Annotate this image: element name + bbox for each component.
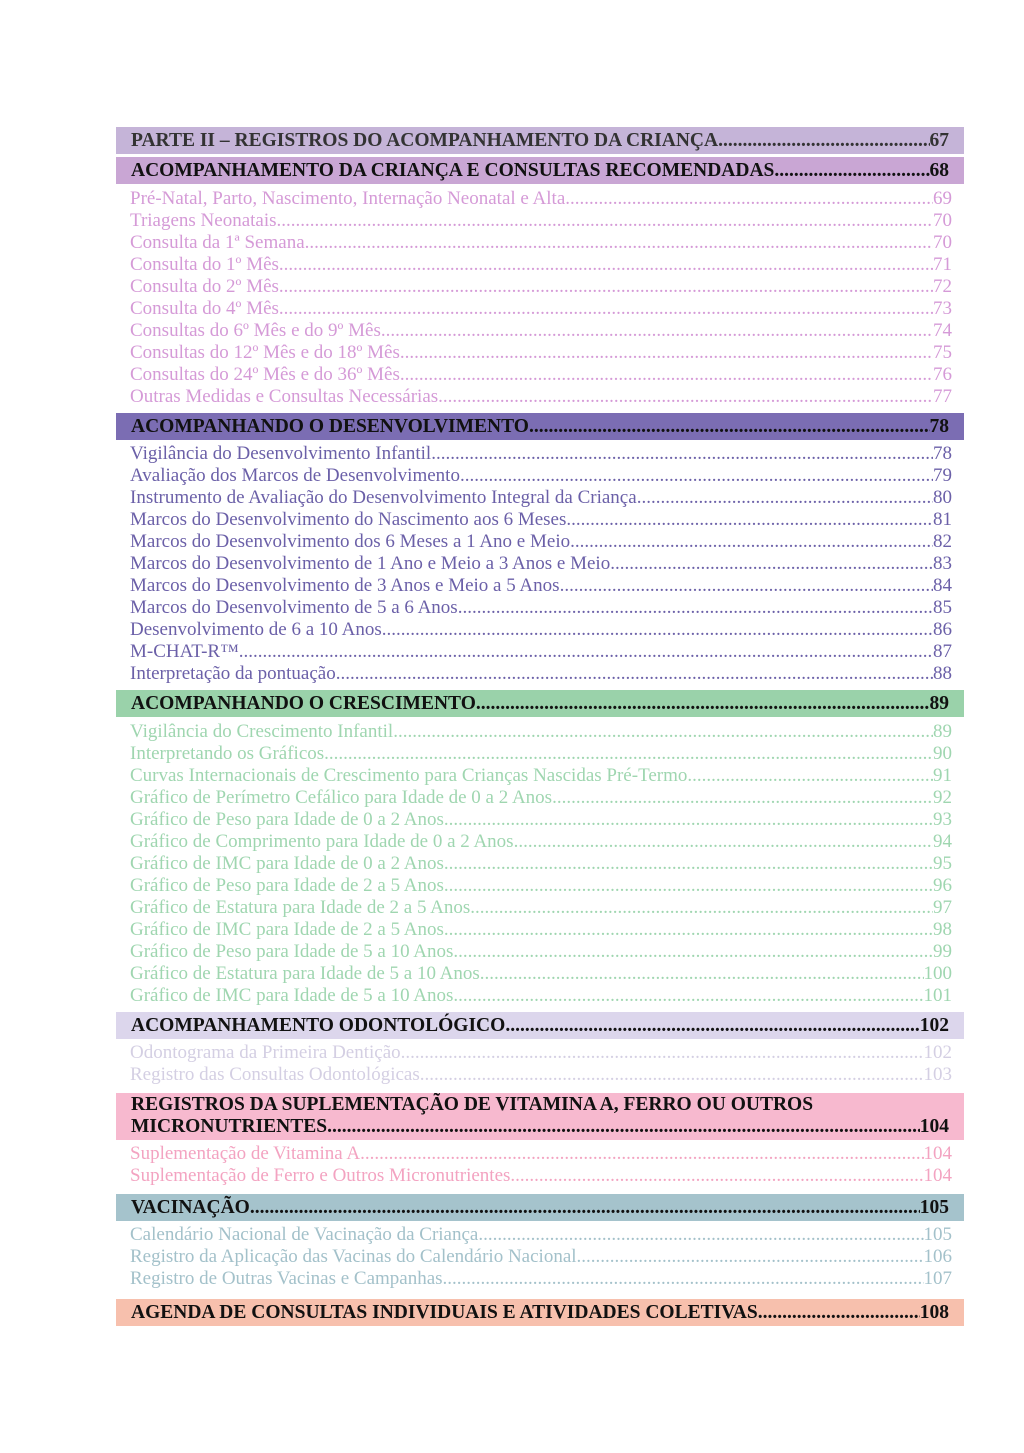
toc-entry[interactable] xyxy=(130,210,952,232)
toc-entry-row xyxy=(130,386,952,408)
toc-entry-page: 78 xyxy=(933,443,952,464)
toc-entry-page: 102 xyxy=(923,1042,952,1063)
toc-entry[interactable] xyxy=(130,985,952,1007)
toc-entry-row xyxy=(130,575,952,597)
toc-entry-page: 87 xyxy=(933,641,952,662)
toc-entry-row xyxy=(130,875,952,897)
section-title-line: MICRONUTRIENTES xyxy=(131,1116,328,1137)
toc-entry-title: Interpretação da pontuação xyxy=(130,663,336,684)
toc-entry-page: 95 xyxy=(933,853,952,874)
toc-entry-row xyxy=(130,641,952,663)
toc-entry-page: 97 xyxy=(933,897,952,918)
toc-entry[interactable] xyxy=(130,342,952,364)
dot-leader xyxy=(687,765,933,787)
toc-entry[interactable] xyxy=(130,276,952,298)
section-header[interactable] xyxy=(116,1194,964,1221)
toc-entry-title: M-CHAT-R™ xyxy=(130,641,239,662)
dot-leader xyxy=(420,1064,924,1086)
toc-entry-title: Consultas do 24º Mês e do 36º Mês xyxy=(130,364,400,385)
toc-entry-title: Triagens Neonatais xyxy=(130,210,277,231)
toc-entry-page: 79 xyxy=(933,465,952,486)
toc-entry[interactable] xyxy=(130,597,952,619)
dot-leader xyxy=(431,443,933,465)
toc-entry-row xyxy=(130,509,952,531)
dot-leader xyxy=(570,531,933,553)
dot-leader xyxy=(470,897,933,919)
toc-entry-title: Consulta da 1ª Semana xyxy=(130,232,305,253)
toc-entry-row xyxy=(130,210,952,232)
section-title-row xyxy=(131,1302,949,1324)
toc-entry-row xyxy=(130,188,952,210)
toc-entry[interactable] xyxy=(130,919,952,941)
toc-entry-title: Gráfico de Peso para Idade de 0 a 2 Anos xyxy=(130,809,444,830)
toc-entry-row xyxy=(130,765,952,787)
dot-leader xyxy=(250,1197,920,1219)
toc-entry[interactable] xyxy=(130,443,952,465)
toc-entry[interactable] xyxy=(130,1064,952,1086)
toc-entry[interactable] xyxy=(130,575,952,597)
toc-entry-page: 92 xyxy=(933,787,952,808)
toc-entry[interactable] xyxy=(130,641,952,663)
dot-leader xyxy=(552,787,933,809)
toc-entry[interactable] xyxy=(130,320,952,342)
dot-leader xyxy=(381,320,933,342)
dot-leader xyxy=(510,1165,923,1187)
toc-entry-page: 69 xyxy=(933,188,952,209)
section-title-row xyxy=(131,1197,949,1219)
dot-leader xyxy=(400,342,933,364)
toc-entry-title: Gráfico de Perímetro Cefálico para Idade de 0 a 2 Anos xyxy=(130,787,553,808)
dot-leader xyxy=(505,1015,919,1037)
dot-leader xyxy=(279,254,933,276)
section-page-number: 105 xyxy=(919,1196,949,1218)
section-header[interactable] xyxy=(116,1093,964,1140)
toc-entry-title: Consulta do 4º Mês xyxy=(130,298,279,319)
dot-leader xyxy=(443,1268,924,1290)
toc-entry-page: 75 xyxy=(933,342,952,363)
toc-entry[interactable] xyxy=(130,386,952,408)
toc-entry[interactable] xyxy=(130,1268,952,1290)
dot-leader xyxy=(444,809,933,831)
toc-entry-page: 96 xyxy=(933,875,952,896)
toc-entry-row xyxy=(130,1165,952,1187)
dot-leader xyxy=(560,575,933,597)
section-title-row xyxy=(131,130,949,152)
section-title: ACOMPANHANDO O CRESCIMENTO xyxy=(131,692,476,714)
dot-leader xyxy=(480,963,924,985)
toc-entry-row xyxy=(130,553,952,575)
section-page-number: 108 xyxy=(919,1301,949,1323)
dot-leader xyxy=(478,1224,923,1246)
toc-entry-title: Marcos do Desenvolvimento dos 6 Meses a 1 Ano e Meio xyxy=(130,531,571,552)
toc-entry-page: 77 xyxy=(933,386,952,407)
section-title-line: REGISTROS DA SUPLEMENTAÇÃO DE VITAMINA A, FERRO OU OUTROS xyxy=(131,1094,814,1115)
toc-entry-row xyxy=(130,831,952,853)
toc-entry-row xyxy=(130,985,952,1007)
toc-entry-row xyxy=(130,254,952,276)
section-header[interactable] xyxy=(116,413,964,440)
section-page-number: 68 xyxy=(929,159,949,181)
toc-entry-row xyxy=(130,809,952,831)
toc-entry-page: 105 xyxy=(923,1224,952,1245)
section-title-row xyxy=(131,416,949,438)
toc-entry-row xyxy=(130,531,952,553)
section-title-row xyxy=(131,160,949,182)
toc-entry-page: 101 xyxy=(923,985,952,1006)
toc-entry-title: Gráfico de Peso para Idade de 2 a 5 Anos xyxy=(130,875,444,896)
toc-entry-page: 76 xyxy=(933,364,952,385)
dot-leader xyxy=(438,386,933,408)
toc-entry[interactable] xyxy=(130,553,952,575)
dot-leader xyxy=(514,831,933,853)
toc-entry-page: 81 xyxy=(933,509,952,530)
toc-entry-page: 93 xyxy=(933,809,952,830)
dot-leader xyxy=(610,553,933,575)
toc-entry[interactable] xyxy=(130,853,952,875)
toc-entry-title: Marcos do Desenvolvimento de 5 a 6 Anos xyxy=(130,597,458,618)
dot-leader xyxy=(637,487,933,509)
toc-entry-row xyxy=(130,941,952,963)
toc-entry-page: 104 xyxy=(923,1143,952,1164)
toc-entry-title: Desenvolvimento de 6 a 10 Anos xyxy=(130,619,382,640)
dot-leader xyxy=(393,721,933,743)
dot-leader xyxy=(453,985,923,1007)
section-title-row xyxy=(131,1015,949,1037)
toc-entry[interactable] xyxy=(130,364,952,386)
toc-entry-row xyxy=(130,897,952,919)
toc-entry-row xyxy=(130,1268,952,1290)
toc-entry-row xyxy=(130,320,952,342)
section-title: ACOMPANHANDO O DESENVOLVIMENTO xyxy=(131,415,529,437)
toc-entry-page: 88 xyxy=(933,663,952,684)
toc-entry[interactable] xyxy=(130,963,952,985)
toc-entry-page: 100 xyxy=(923,963,952,984)
toc-entry-title: Marcos do Desenvolvimento de 3 Anos e Meio a 5 Anos xyxy=(130,575,560,596)
toc-entry-row xyxy=(130,1246,952,1268)
section-title: AGENDA DE CONSULTAS INDIVIDUAIS E ATIVIDADES COLETIVAS xyxy=(131,1301,758,1323)
toc-entry-page: 70 xyxy=(933,210,952,231)
toc-entry-page: 86 xyxy=(933,619,952,640)
toc-entry-row xyxy=(130,443,952,465)
toc-entry-title: Instrumento de Avaliação do Desenvolvimento Integral da Criança xyxy=(130,487,637,508)
toc-entry[interactable] xyxy=(130,941,952,963)
dot-leader xyxy=(774,160,929,182)
dot-leader xyxy=(565,188,933,210)
toc-entry-title: Gráfico de Estatura para Idade de 5 a 10 Anos xyxy=(130,963,480,984)
toc-entry[interactable] xyxy=(130,619,952,641)
toc-entry-row xyxy=(130,1064,952,1086)
section-title: PARTE II – REGISTROS DO ACOMPANHAMENTO DA CRIANÇA xyxy=(131,129,719,151)
toc-entry-title: Registro de Outras Vacinas e Campanhas xyxy=(130,1268,443,1289)
toc-entry[interactable] xyxy=(130,1165,952,1187)
dot-leader xyxy=(566,509,933,531)
toc-entry-page: 85 xyxy=(933,597,952,618)
section-title: ACOMPANHAMENTO DA CRIANÇA E CONSULTAS RECOMENDADAS xyxy=(131,159,775,181)
dot-leader xyxy=(305,232,933,254)
dot-leader xyxy=(577,1246,924,1268)
toc-entry-page: 72 xyxy=(933,276,952,297)
section-header[interactable] xyxy=(116,1299,964,1326)
dot-leader xyxy=(279,298,933,320)
toc-entry-title: Calendário Nacional de Vacinação da Criança xyxy=(130,1224,479,1245)
dot-leader xyxy=(529,416,930,438)
toc-entry-title: Gráfico de IMC para Idade de 0 a 2 Anos xyxy=(130,853,444,874)
dot-leader xyxy=(277,210,933,232)
toc-entry-row xyxy=(130,619,952,641)
toc-entry-page: 94 xyxy=(933,831,952,852)
toc-entry-title: Registro das Consultas Odontológicas xyxy=(130,1064,420,1085)
dot-leader xyxy=(239,641,933,663)
dot-leader xyxy=(444,853,933,875)
toc-entry[interactable] xyxy=(130,1143,952,1165)
toc-entry-title: Consultas do 6º Mês e do 9º Mês xyxy=(130,320,381,341)
dot-leader xyxy=(476,693,930,715)
toc-entry-row xyxy=(130,743,952,765)
toc-entry-title: Outras Medidas e Consultas Necessárias xyxy=(130,386,439,407)
toc-entry-row xyxy=(130,787,952,809)
toc-entry[interactable] xyxy=(130,1224,952,1246)
toc-entry-page: 89 xyxy=(933,721,952,742)
toc-entry[interactable] xyxy=(130,487,952,509)
toc-entry-page: 91 xyxy=(933,765,952,786)
section-page-number: 78 xyxy=(929,415,949,437)
toc-entry-row xyxy=(130,232,952,254)
toc-entry[interactable] xyxy=(130,188,952,210)
toc-entry[interactable] xyxy=(130,897,952,919)
toc-entry[interactable] xyxy=(130,743,952,765)
toc-entry-page: 99 xyxy=(933,941,952,962)
toc-entry-title: Gráfico de Estatura para Idade de 2 a 5 Anos xyxy=(130,897,471,918)
toc-entry-title: Consulta do 1º Mês xyxy=(130,254,279,275)
toc-entry-row xyxy=(130,1143,952,1165)
toc-entry-page: 82 xyxy=(933,531,952,552)
dot-leader xyxy=(279,276,933,298)
toc-entry-title: Vigilância do Desenvolvimento Infantil xyxy=(130,443,432,464)
toc-entry-page: 80 xyxy=(933,487,952,508)
toc-entry-row xyxy=(130,963,952,985)
dot-leader xyxy=(453,941,933,963)
toc-entry[interactable] xyxy=(130,531,952,553)
toc-entry-title: Gráfico de IMC para Idade de 5 a 10 Anos xyxy=(130,985,454,1006)
toc-entry-title: Suplementação de Vitamina A. xyxy=(130,1143,365,1164)
toc-entry-title: Marcos do Desenvolvimento de 1 Ano e Meio a 3 Anos e Meio xyxy=(130,553,611,574)
section-title: ACOMPANHAMENTO ODONTOLÓGICO xyxy=(131,1014,506,1036)
toc-entry-page: 104 xyxy=(923,1165,952,1186)
section-page-number: 67 xyxy=(929,129,949,151)
toc-entry-title: Interpretando os Gráficos xyxy=(130,743,325,764)
toc-entry-page: 90 xyxy=(933,743,952,764)
dot-leader xyxy=(400,364,933,386)
toc-entry-title: Gráfico de Peso para Idade de 5 a 10 Anos xyxy=(130,941,454,962)
dot-leader xyxy=(718,130,929,152)
section-header[interactable] xyxy=(116,157,964,184)
toc-entry-page: 83 xyxy=(933,553,952,574)
toc-entry-title: Consulta do 2º Mês xyxy=(130,276,279,297)
section-page-number: 89 xyxy=(929,692,949,714)
toc-entry[interactable] xyxy=(130,232,952,254)
toc-entry-row xyxy=(130,1042,952,1064)
toc-entry-page: 98 xyxy=(933,919,952,940)
toc-entry-page: 106 xyxy=(923,1246,952,1267)
section-title-row xyxy=(131,693,949,715)
toc-entry-row xyxy=(130,298,952,320)
toc-entry-title: Marcos do Desenvolvimento do Nascimento aos 6 Meses xyxy=(130,509,567,530)
section-header[interactable] xyxy=(116,127,964,154)
toc-entry[interactable] xyxy=(130,254,952,276)
toc-entry[interactable] xyxy=(130,787,952,809)
toc-entry-title: Consultas do 12º Mês e do 18º Mês xyxy=(130,342,400,363)
toc-entry[interactable] xyxy=(130,721,952,743)
toc-entry[interactable] xyxy=(130,809,952,831)
toc-entry-title: Avaliação dos Marcos de Desenvolvimento xyxy=(130,465,460,486)
dot-leader xyxy=(458,597,933,619)
dot-leader xyxy=(758,1302,920,1324)
toc-entry-row xyxy=(130,276,952,298)
toc-entry-row xyxy=(130,721,952,743)
toc-entry-title: Vigilância do Crescimento Infantil xyxy=(130,721,394,742)
toc-entry-page: 73 xyxy=(933,298,952,319)
toc-entry[interactable] xyxy=(130,875,952,897)
toc-entry-row xyxy=(130,465,952,487)
toc-entry[interactable] xyxy=(130,465,952,487)
dot-leader xyxy=(444,875,933,897)
toc-entry-title: Suplementação de Ferro e Outros Micronutrientes xyxy=(130,1165,511,1186)
dot-leader xyxy=(460,465,933,487)
section-title: VACINAÇÃO xyxy=(131,1196,250,1218)
toc-entry[interactable] xyxy=(130,663,952,685)
toc-entry-page: 74 xyxy=(933,320,952,341)
toc-entry-title: Odontograma da Primeira Dentição xyxy=(130,1042,401,1063)
toc-entry[interactable] xyxy=(130,1042,952,1064)
section-header[interactable] xyxy=(116,690,964,717)
dot-leader xyxy=(444,919,933,941)
dot-leader xyxy=(401,1042,924,1064)
toc-entry-row xyxy=(130,597,952,619)
dot-leader xyxy=(324,743,933,765)
toc-entry-title: Curvas Internacionais de Crescimento para Crianças Nascidas Pré-Termo xyxy=(130,765,688,786)
toc-entry-page: 70 xyxy=(933,232,952,253)
dot-leader xyxy=(382,619,933,641)
toc-entry-row xyxy=(130,487,952,509)
toc-entry-page: 84 xyxy=(933,575,952,596)
section-page-number: 102 xyxy=(919,1014,949,1036)
toc-entry[interactable] xyxy=(130,298,952,320)
toc-entry[interactable] xyxy=(130,509,952,531)
toc-entry-page: 103 xyxy=(923,1064,952,1085)
toc-entry[interactable] xyxy=(130,765,952,787)
toc-entry[interactable] xyxy=(130,1246,952,1268)
toc-entry-row xyxy=(130,853,952,875)
toc-entry-title: Pré-Natal, Parto, Nascimento, Internação Neonatal e Alta xyxy=(130,188,566,209)
toc-entry-title: Registro da Aplicação das Vacinas do Calendário Nacional xyxy=(130,1246,577,1267)
toc-entry-row xyxy=(130,663,952,685)
toc-entry-title: Gráfico de Comprimento para Idade de 0 a 2 Anos xyxy=(130,831,514,852)
section-page-number: 104 xyxy=(919,1116,949,1137)
section-title-row xyxy=(131,1116,949,1138)
toc-entry[interactable] xyxy=(130,831,952,853)
section-header[interactable] xyxy=(116,1012,964,1039)
toc-entry-page: 71 xyxy=(933,254,952,275)
toc-entry-row xyxy=(130,364,952,386)
toc-entry-page: 107 xyxy=(923,1268,952,1289)
toc-entry-row xyxy=(130,1224,952,1246)
toc-entry-row xyxy=(130,342,952,364)
dot-leader xyxy=(365,1143,924,1165)
toc-entry-row xyxy=(130,919,952,941)
dot-leader xyxy=(327,1116,920,1138)
toc-entry-title: Gráfico de IMC para Idade de 2 a 5 Anos xyxy=(130,919,444,940)
dot-leader xyxy=(336,663,933,685)
